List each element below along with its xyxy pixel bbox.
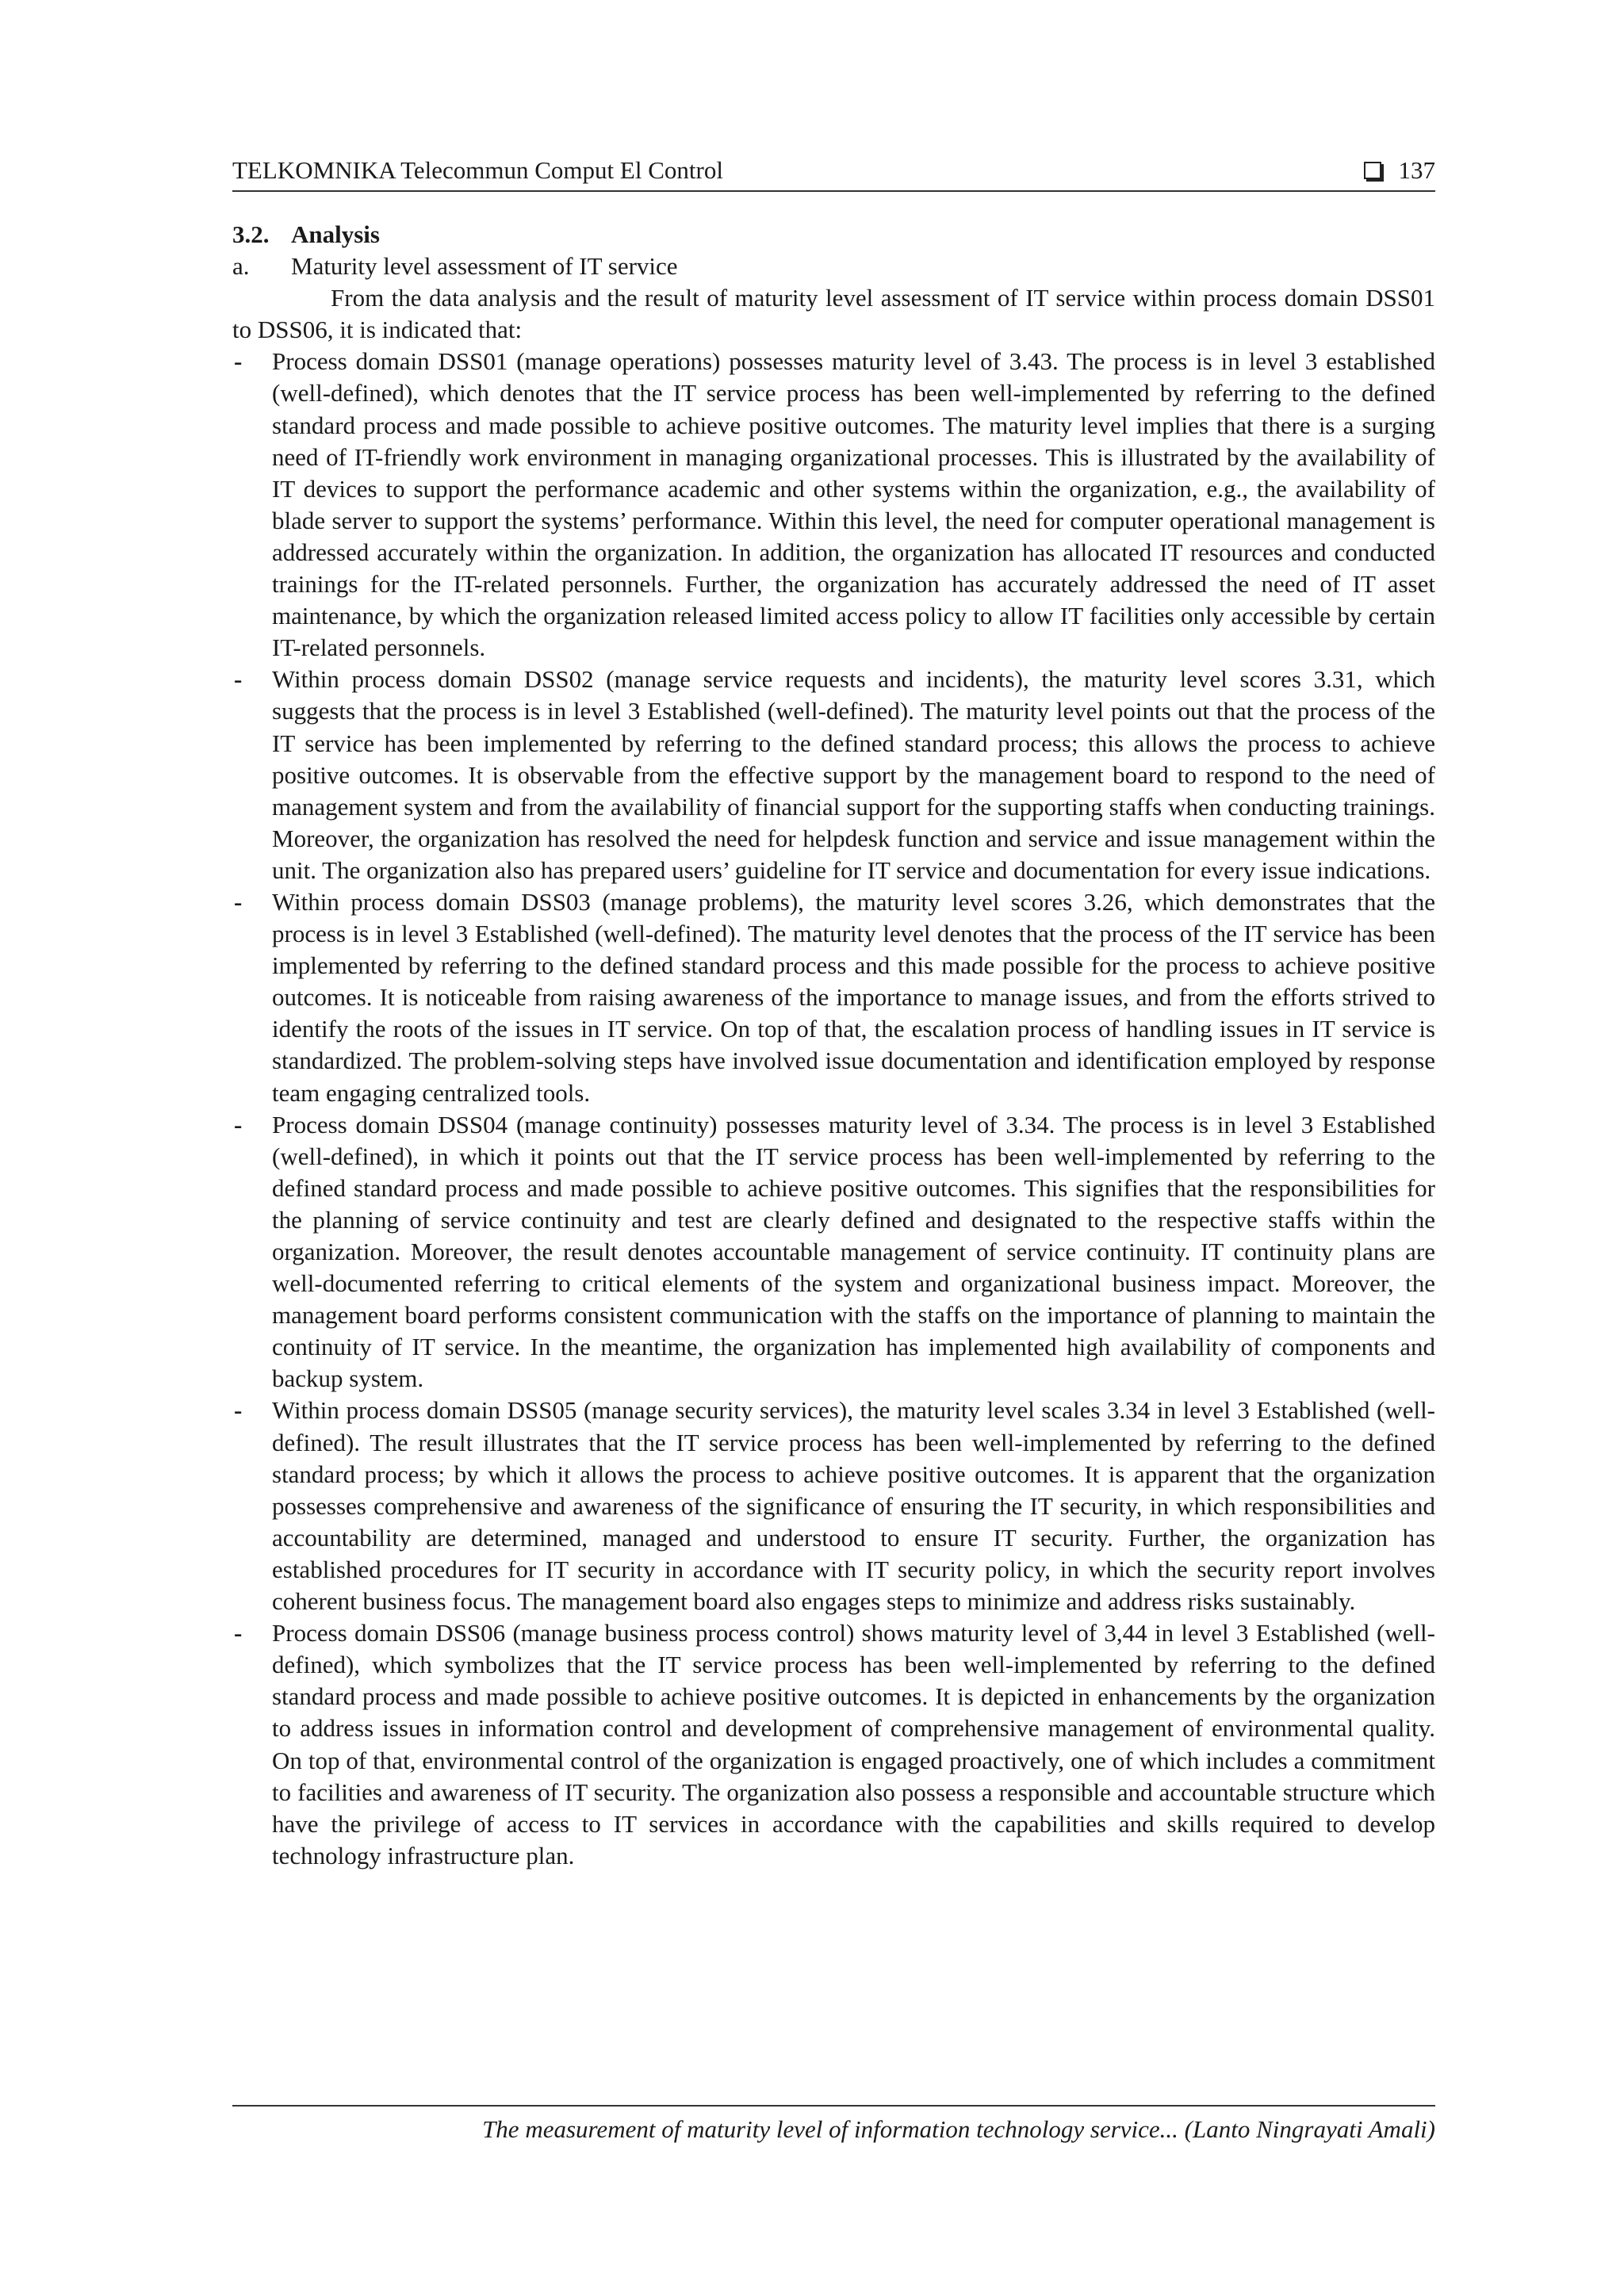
page-number: 137: [1398, 156, 1435, 184]
bullet-list: [232, 346, 1435, 1872]
section-title: Analysis: [291, 220, 380, 248]
list-item-text: Within process domain DSS05 (manage security services), the maturity level scales 3.34 in level 3 Established (well-defined). The result illustrates that the IT service process has been well-implemented by referring to the defined standard process; by which it allows the process to achieve positive outcomes. It is apparent that the organization possesses comprehensive and awareness of the significance of ensuring the IT security, in which responsibilities and accountability are determined, managed and understood to ensure IT security. Further, the organization has established procedures for IT security in accordance with IT security policy, in which the security report involves coherent business focus. The management board also engages steps to minimize and address risks sustainably.: [272, 1396, 1435, 1616]
main-content: [232, 219, 1435, 1872]
bullet-marker: -: [234, 887, 243, 916]
running-header: [232, 152, 1435, 189]
list-item-text: Within process domain DSS03 (manage problems), the maturity level scores 3.26, which demonstrates that the process is in level 3 Established (well-defined). The maturity level denotes that the process of the IT service has been implemented by referring to the defined standard process and this made possible for the process to achieve positive outcomes. It is noticeable from raising awareness of the importance to manage issues, and from the efforts strived to identify the roots of the issues in IT service. On top of that, the escalation process of handling issues in IT service is standardized. The problem-solving steps have involved issue documentation and identification employed by response team engaging centralized tools.: [272, 887, 1435, 1107]
section-number: 3.2.: [232, 220, 270, 248]
list-item: [232, 346, 1435, 664]
list-item: [232, 664, 1435, 886]
header-rule: [232, 190, 1435, 192]
subsection-letter: a.: [232, 252, 250, 281]
bullet-marker: -: [234, 1396, 243, 1425]
list-item: [232, 886, 1435, 1109]
list-item-text: Within process domain DSS02 (manage service requests and incidents), the maturity level scores 3.31, which suggests that the process is in level 3 Established (well-defined). The maturity level points out that the process of the IT service has been implemented by referring to the defined standard process; this allows the process to achieve positive outcomes. It is observable from the effective support by the management board to respond to the need of management system and from the availability of financial support for the supporting staffs when conducting trainings. Moreover, the organization has resolved the need for helpdesk function and service and issue management within the unit. The organization also has prepared users’ guideline for IT service and documentation for every issue indications.: [272, 665, 1435, 884]
bullet-marker: -: [234, 665, 243, 694]
subsection-heading: [232, 251, 1435, 282]
list-item-text: Process domain DSS01 (manage operations) possesses maturity level of 3.43. The process is in level 3 established (well-defined), which denotes that the IT service process has been well-implemented by referring to the defined standard process and made possible to achieve positive outcomes. The maturity level implies that there is a surging need of IT-friendly work environment in managing organizational processes. This is illustrated by the availability of IT devices to support the performance academic and other systems within the organization, e.g., the availability of blade server to support the systems’ performance. Within this level, the need for computer operational management is addressed accurately within the organization. In addition, the organization has allocated IT resources and conducted trainings for the IT-related personnels. Further, the organization has accurately addressed the need of IT asset maintenance, by which the organization released limited access policy to allow IT facilities only accessible by certain IT-related personnels.: [272, 347, 1435, 662]
list-item: [232, 1109, 1435, 1395]
page-number-group: [1364, 152, 1436, 189]
running-footer: The measurement of maturity level of information technology service... (Lanto Ningrayati Amali): [482, 2115, 1435, 2143]
bullet-marker: -: [234, 1619, 243, 1647]
list-item-text: Process domain DSS04 (manage continuity) possesses maturity level of 3.34. The process is in level 3 Established (well-defined), in which it points out that the IT service process has been well-implemented by referring to the defined standard process and made possible to achieve positive outcomes. This signifies that the responsibilities for the planning of service continuity and test are clearly defined and designated to the respective staffs within the organization. Moreover, the result denotes accountable management of service continuity. IT continuity plans are well-documented referring to critical elements of the system and organizational business impact. Moreover, the management board performs consistent communication with the staffs on the importance of planning to maintain the continuity of IT service. In the meantime, the organization has implemented high availability of components and backup system.: [272, 1110, 1435, 1393]
footer-rule: [232, 2105, 1435, 2107]
journal-title: TELKOMNIKA Telecommun Comput El Control: [232, 156, 723, 184]
list-item-text: Process domain DSS06 (manage business process control) shows maturity level of 3,44 in level 3 Established (well-defined), which symbolizes that the IT service process has been well-implemented by referring to the defined standard process and made possible to achieve positive outcomes. It is depicted in enhancements by the organization to address issues in information control and development of comprehensive management of environmental quality. On top of that, environmental control of the organization is engaged proactively, one of which includes a commitment to facilities and awareness of IT security. The organization also possess a responsible and accountable structure which have the privilege of access to IT services in accordance with the capabilities and skills required to develop technology infrastructure plan.: [272, 1619, 1435, 1869]
list-item: [232, 1617, 1435, 1872]
square-bullet-icon: [1364, 162, 1381, 179]
subsection-title: Maturity level assessment of IT service: [291, 252, 678, 281]
bullet-marker: -: [234, 347, 243, 376]
intro-paragraph: From the data analysis and the result of maturity level assessment of IT service within process domain DSS01 to DSS06, it is indicated that:: [232, 284, 1435, 344]
list-item: [232, 1395, 1435, 1617]
section-heading: [232, 219, 1435, 251]
bullet-marker: -: [234, 1110, 243, 1138]
